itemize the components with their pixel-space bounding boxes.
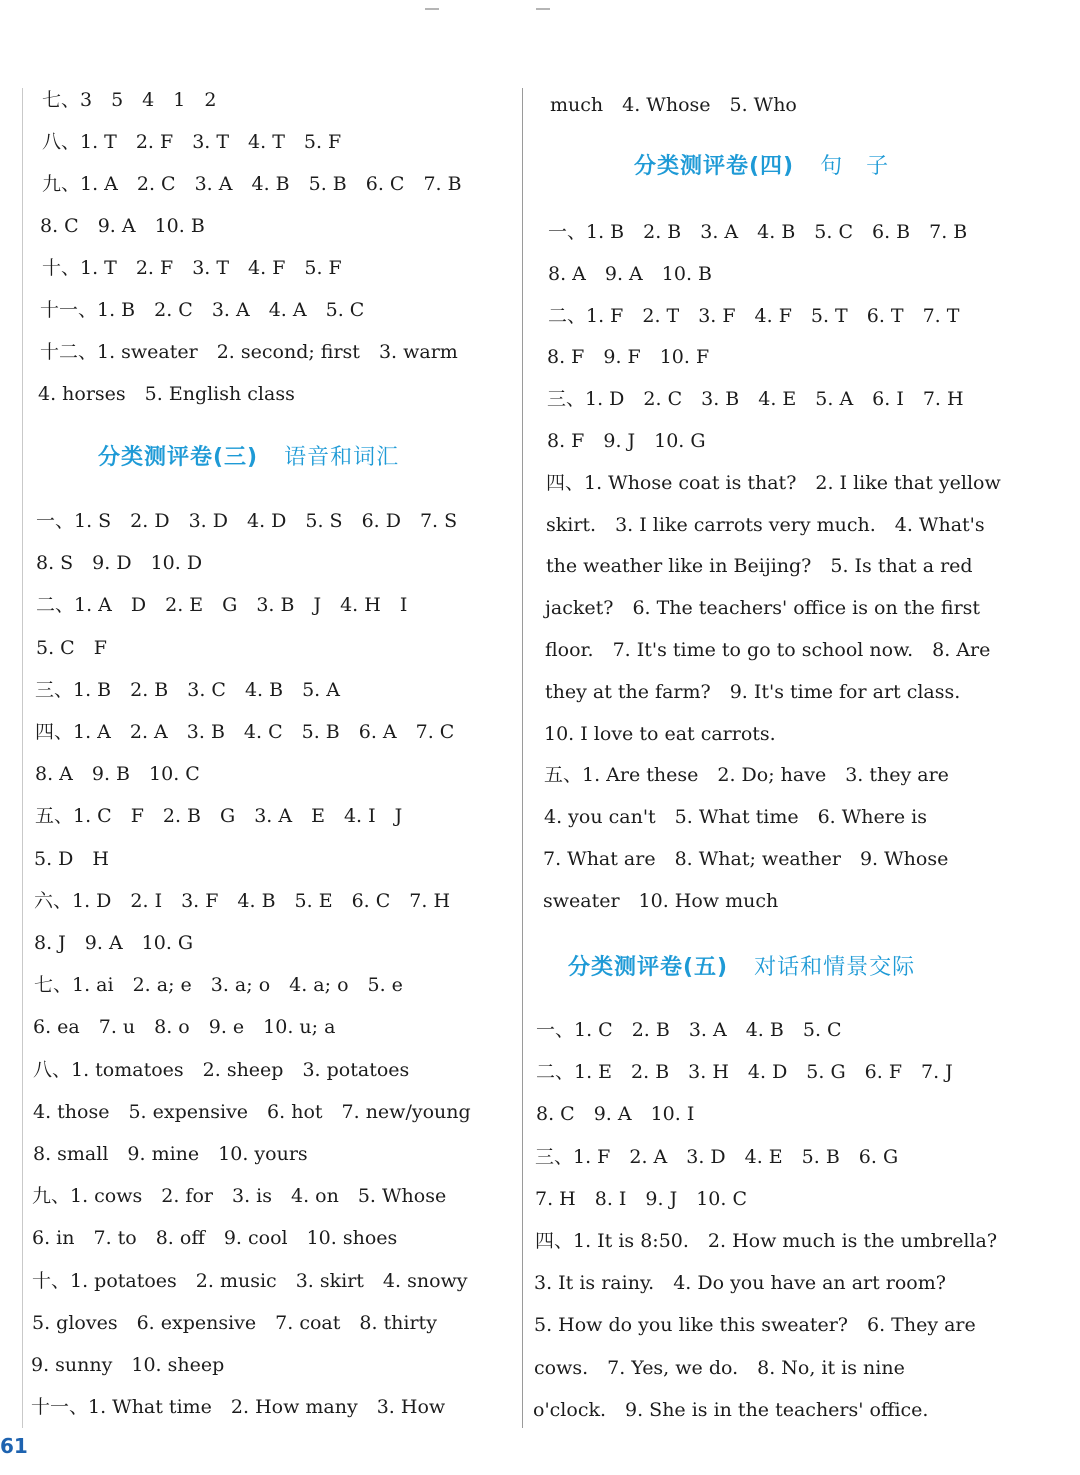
answer-line: 一、1. S 2. D 3. D 4. D 5. S 6. D 7. S <box>36 510 458 532</box>
answer-line: 六、1. D 2. I 3. F 4. B 5. E 6. C 7. H <box>34 889 451 912</box>
answer-line: 3. It is rainy. 4. Do you have an art room? <box>534 1272 946 1295</box>
answer-line: 一、1. C 2. B 3. A 4. B 5. C <box>536 1019 842 1041</box>
answer-line: 5. How do you like this sweater? 6. They are <box>534 1314 976 1337</box>
section-topic: 对话和情景交际 <box>754 955 916 980</box>
answer-line: 三、1. D 2. C 3. B 4. E 5. A 6. I 7. H <box>547 388 964 411</box>
answer-line: 8. F 9. J 10. G <box>547 430 706 452</box>
answer-line: 十一、1. What time 2. How many 3. How <box>31 1396 446 1419</box>
section-series: 分类测评卷(五) <box>568 955 729 980</box>
answer-line: 二、1. A D 2. E G 3. B J 4. H I <box>36 594 408 617</box>
answer-line: 8. S 9. D 10. D <box>36 552 203 575</box>
section-topic: 语音和词汇 <box>284 445 400 470</box>
answer-line: 三、1. F 2. A 3. D 4. E 5. B 6. G <box>535 1145 899 1168</box>
answer-line: 8. C 9. A 10. I <box>536 1103 695 1126</box>
answer-line: 6. in 7. to 8. off 9. cool 10. shoes <box>32 1227 398 1250</box>
answer-line: 4. horses 5. English class <box>38 383 295 405</box>
answer-line: 五、1. Are these 2. Do; have 3. they are <box>544 764 949 787</box>
answer-line: 五、1. C F 2. B G 3. A E 4. I J <box>35 805 403 828</box>
answer-line: much 4. Whose 5. Who <box>550 94 797 116</box>
answer-line: sweater 10. How much <box>543 889 779 912</box>
answer-line: 7. What are 8. What; weather 9. Whose <box>543 848 949 870</box>
answer-line: 三、1. B 2. B 3. C 4. B 5. A <box>35 678 340 701</box>
section-topic: 句 子 <box>820 154 890 179</box>
column-divider <box>522 88 523 1428</box>
answer-line: skirt. 3. I like carrots very much. 4. What's <box>546 513 985 536</box>
answer-line: 8. C 9. A 10. B <box>40 215 205 237</box>
answer-line: 八、1. tomatoes 2. sheep 3. potatoes <box>33 1058 410 1081</box>
answer-line: 四、1. It is 8:50. 2. How much is the umbrella? <box>535 1230 998 1252</box>
answer-line: 十、1. potatoes 2. music 3. skirt 4. snowy <box>32 1269 468 1292</box>
answer-line: 4. you can't 5. What time 6. Where is <box>544 806 927 829</box>
answer-line: 七、3 5 4 1 2 <box>42 89 217 111</box>
section-title <box>98 443 399 473</box>
section-title <box>634 152 889 182</box>
answer-line: 7. H 8. I 9. J 10. C <box>535 1187 747 1210</box>
answer-line: 九、1. cows 2. for 3. is 4. on 5. Whose <box>32 1185 447 1208</box>
left-edge-rule <box>22 88 23 1428</box>
answer-line: the weather like in Beijing? 5. Is that a red <box>546 555 973 578</box>
answer-line: 5. gloves 6. expensive 7. coat 8. thirty <box>32 1311 437 1334</box>
answer-line: 九、1. A 2. C 3. A 4. B 5. B 6. C 7. B <box>42 173 462 195</box>
answer-line: 8. A 9. A 10. B <box>548 262 712 285</box>
answer-line: 6. ea 7. u 8. o 9. e 10. u; a <box>33 1016 336 1039</box>
answer-line: cows. 7. Yes, we do. 8. No, it is nine <box>534 1356 905 1379</box>
answer-line: o'clock. 9. She is in the teachers' office. <box>533 1398 929 1421</box>
answer-line: floor. 7. It's time to go to school now. 8. Are <box>545 639 991 661</box>
answer-line: 十二、1. sweater 2. second; first 3. warm <box>40 341 458 363</box>
answer-line: 十、1. T 2. F 3. T 4. F 5. F <box>42 257 342 279</box>
section-series: 分类测评卷(三) <box>98 445 259 470</box>
answer-line: 二、1. F 2. T 3. F 4. F 5. T 6. T 7. T <box>548 304 960 327</box>
answer-line: 9. sunny 10. sheep <box>31 1354 225 1376</box>
answer-line: 八、1. T 2. F 3. T 4. T 5. F <box>42 131 342 153</box>
answer-line: 8. J 9. A 10. G <box>34 932 194 954</box>
answer-line: 5. D H <box>34 847 109 870</box>
top-mark-right <box>536 8 550 10</box>
answer-line: 8. small 9. mine 10. yours <box>33 1143 308 1165</box>
answer-line: 四、1. A 2. A 3. B 4. C 5. B 6. A 7. C <box>35 721 455 743</box>
answer-line: 5. C F <box>36 636 107 659</box>
answer-line: 十一、1. B 2. C 3. A 4. A 5. C <box>40 299 365 321</box>
answer-line: they at the farm? 9. It's time for art class. <box>545 680 961 703</box>
answer-line: 七、1. ai 2. a; e 3. a; o 4. a; o 5. e <box>34 974 403 997</box>
section-series: 分类测评卷(四) <box>634 154 795 179</box>
answer-line: 8. A 9. B 10. C <box>35 763 200 786</box>
answer-line: jacket? 6. The teachers' office is on the first <box>545 597 981 620</box>
answer-line: 一、1. B 2. B 3. A 4. B 5. C 6. B 7. B <box>548 221 968 243</box>
answer-line: 二、1. E 2. B 3. H 4. D 5. G 6. F 7. J <box>536 1061 953 1084</box>
top-mark-left <box>425 8 439 10</box>
answer-line: 8. F 9. F 10. F <box>547 346 710 369</box>
answer-line: 四、1. Whose coat is that? 2. I like that yellow <box>546 471 1001 494</box>
section-title <box>568 953 915 983</box>
page-number: 61 <box>0 1434 28 1458</box>
answer-line: 4. those 5. expensive 6. hot 7. new/young <box>33 1100 471 1123</box>
answer-line: 10. I love to eat carrots. <box>544 722 776 745</box>
